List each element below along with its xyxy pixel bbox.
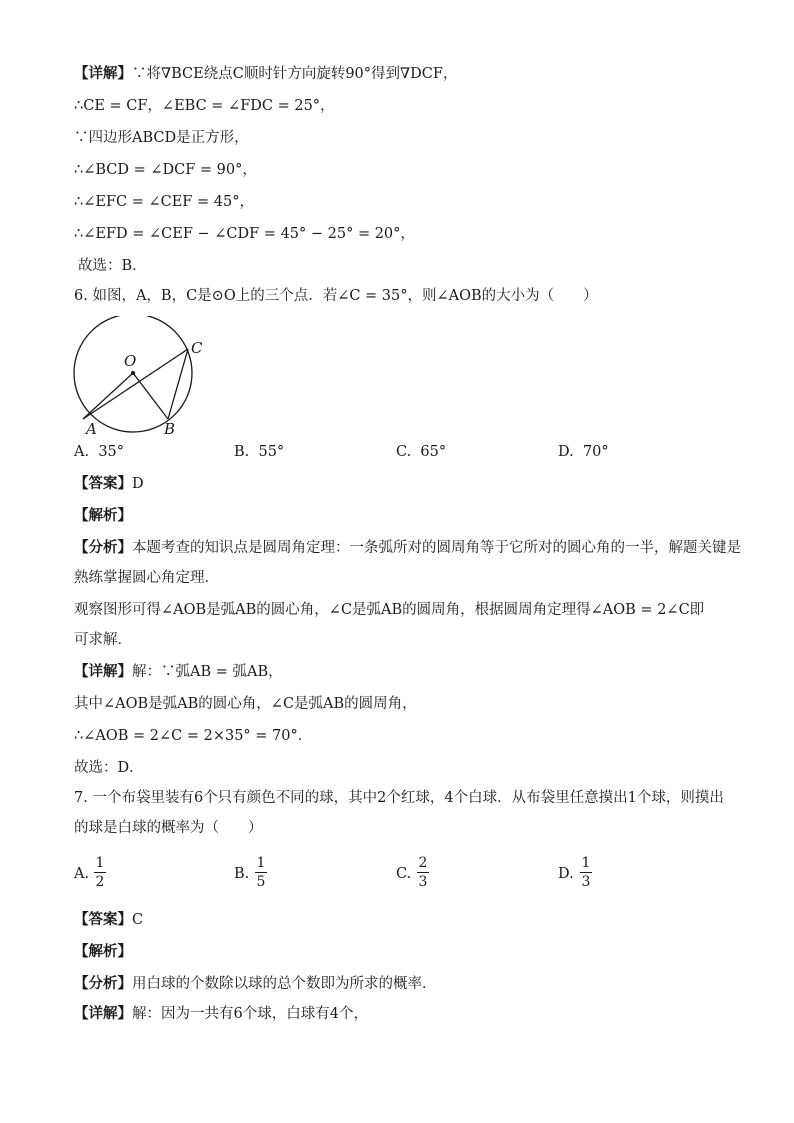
q5-detail-line-3: ∵四边形ABCD是正方形， [74,130,249,146]
q5-detail-line-1: 【详解】∵将∇BCE绕点C顺时针方向旋转90°得到∇DCF， [74,66,458,82]
q6-answer: D [132,476,144,492]
q7-analysis-tag: 【解析】 [74,944,132,960]
q6-detail-line-1: 【详解】解：∵弧AB = 弧AB， [74,664,283,680]
q6-option-c[interactable]: C. 65° [396,444,447,460]
q6-analysis-line-4: 可求解． [74,632,132,648]
q6-analysis-line-1: 【分析】本题考查的知识点是圆周角定理：一条弧所对的圆周角等于它所对的圆心角的一半，解题关键是 [74,540,741,556]
q6-option-d[interactable]: D. 70° [558,444,609,460]
fraction: 1 5 [256,855,266,890]
detail-tag: 【详解】 [74,66,132,82]
q5-detail-line-4: ∴∠BCD = ∠DCF = 90°， [74,162,257,178]
q5-choice-line: 故选：B． [78,258,147,274]
q6-question: 6. 如图，A，B，C是⊙O上的三个点．若∠C = 35°，则∠AOB的大小为（ ） [74,288,598,304]
q5-detail-line-2: ∴CE = CF，∠EBC = ∠FDC = 25°， [74,98,335,114]
q7-answer-line: 【答案】C [74,912,144,928]
q6-detail-line-2: 其中∠AOB是弧AB的圆心角，∠C是弧AB的圆周角， [74,696,417,712]
q5-detail-line-5: ∴∠EFC = ∠CEF = 45°， [74,194,254,210]
q6-circle-figure [66,316,216,440]
segment-ob [133,373,168,419]
label-a: A [86,420,97,438]
q6-option-b[interactable]: B. 55° [234,444,285,460]
q6-analysis-tag: 【解析】 [74,508,132,524]
q7-answer: C [132,912,144,928]
q7-question-line-2: 的球是白球的概率为（ ） [74,820,263,836]
segment-oa [83,373,133,419]
fraction: 2 3 [418,855,428,890]
q6-analysis-line-3: 观察图形可得∠AOB是弧AB的圆心角，∠C是弧AB的圆周角，根据圆周角定理得∠AOB = 2∠C即 [74,602,705,618]
answer-tag: 【答案】 [74,476,132,492]
q6-detail-line-4: 故选：D． [74,760,144,776]
label-c: C [191,339,203,357]
center-point [131,371,135,375]
label-b: B [164,420,176,438]
q6-option-a[interactable]: A. 35° [74,444,125,460]
q6-answer-line [74,474,144,494]
q6-detail-line-3: ∴∠AOB = 2∠C = 2×35° = 70°． [74,728,313,744]
q7-question-line-1: 7. 一个布袋里装有6个只有颜色不同的球，其中2个红球，4个白球．从布袋里任意摸出1个球，则摸出 [74,790,724,806]
fraction: 1 2 [95,855,105,890]
q7-analysis-line-1: 【分析】用白球的个数除以球的总个数即为所求的概率． [74,976,437,992]
q5-detail-line-6: ∴∠EFD = ∠CEF − ∠CDF = 45° − 25° = 20°， [74,226,415,242]
segment-bc [168,349,188,419]
q7-detail-line-1: 【详解】解：因为一共有6个球，白球有4个， [74,1006,368,1022]
label-o: O [124,352,137,370]
document-page: 【详解】∵将∇BCE绕点C顺时针方向旋转90°得到∇DCF， ∴CE = CF，∠EBC = ∠FDC = 25°， ∵四边形ABCD是正方形， ∴∠BCD = ∠DCF = 90°， ∴∠EFC = ∠CEF = 45°， ∴∠EFD = ∠CEF − ∠CDF = 45° − 25° = 20°， 故选：B． 6. 如图，A，B，C是⊙O上的三个点．若∠C = 35°，则∠AOB的大小为（ ） O C A B A. 35° B. 55° C. 65° D. 70° 【答案】D 【解析】 【分析】本题考查的知识点是圆周角定理：一条弧所对的圆周角等于它所对的圆心角的一半，解题关键是 熟练掌握圆心角定理． 观察图形可得∠AOB是弧AB的圆心角，∠C是弧AB的圆周角，根据圆周角定理得∠AOB = 2∠C即 可求解． 【详解】解：∵弧AB = 弧AB， 其中∠AOB是弧AB的圆心角，∠C是弧AB的圆周角， ∴∠AOB = 2∠C = 2×35° = 70°． 故选：D． 7. 一个布袋里装有6个只有颜色不同的球，其中2个红球，4个白球．从布袋里任意摸出1个球，则摸出 的球是白球的概率为（ ） A. 1 2 B. 1 5 C. 2 3 D. 1 3 【答案】C 【解析】 【分析】用白球的个数除以球的总个数即为所求的概率． 【详解】解：因为一共有6个球，白球有4个， [0,0,794,1123]
q6-analysis-line-2: 熟练掌握圆心角定理． [74,570,219,586]
fraction: 1 3 [581,855,591,890]
